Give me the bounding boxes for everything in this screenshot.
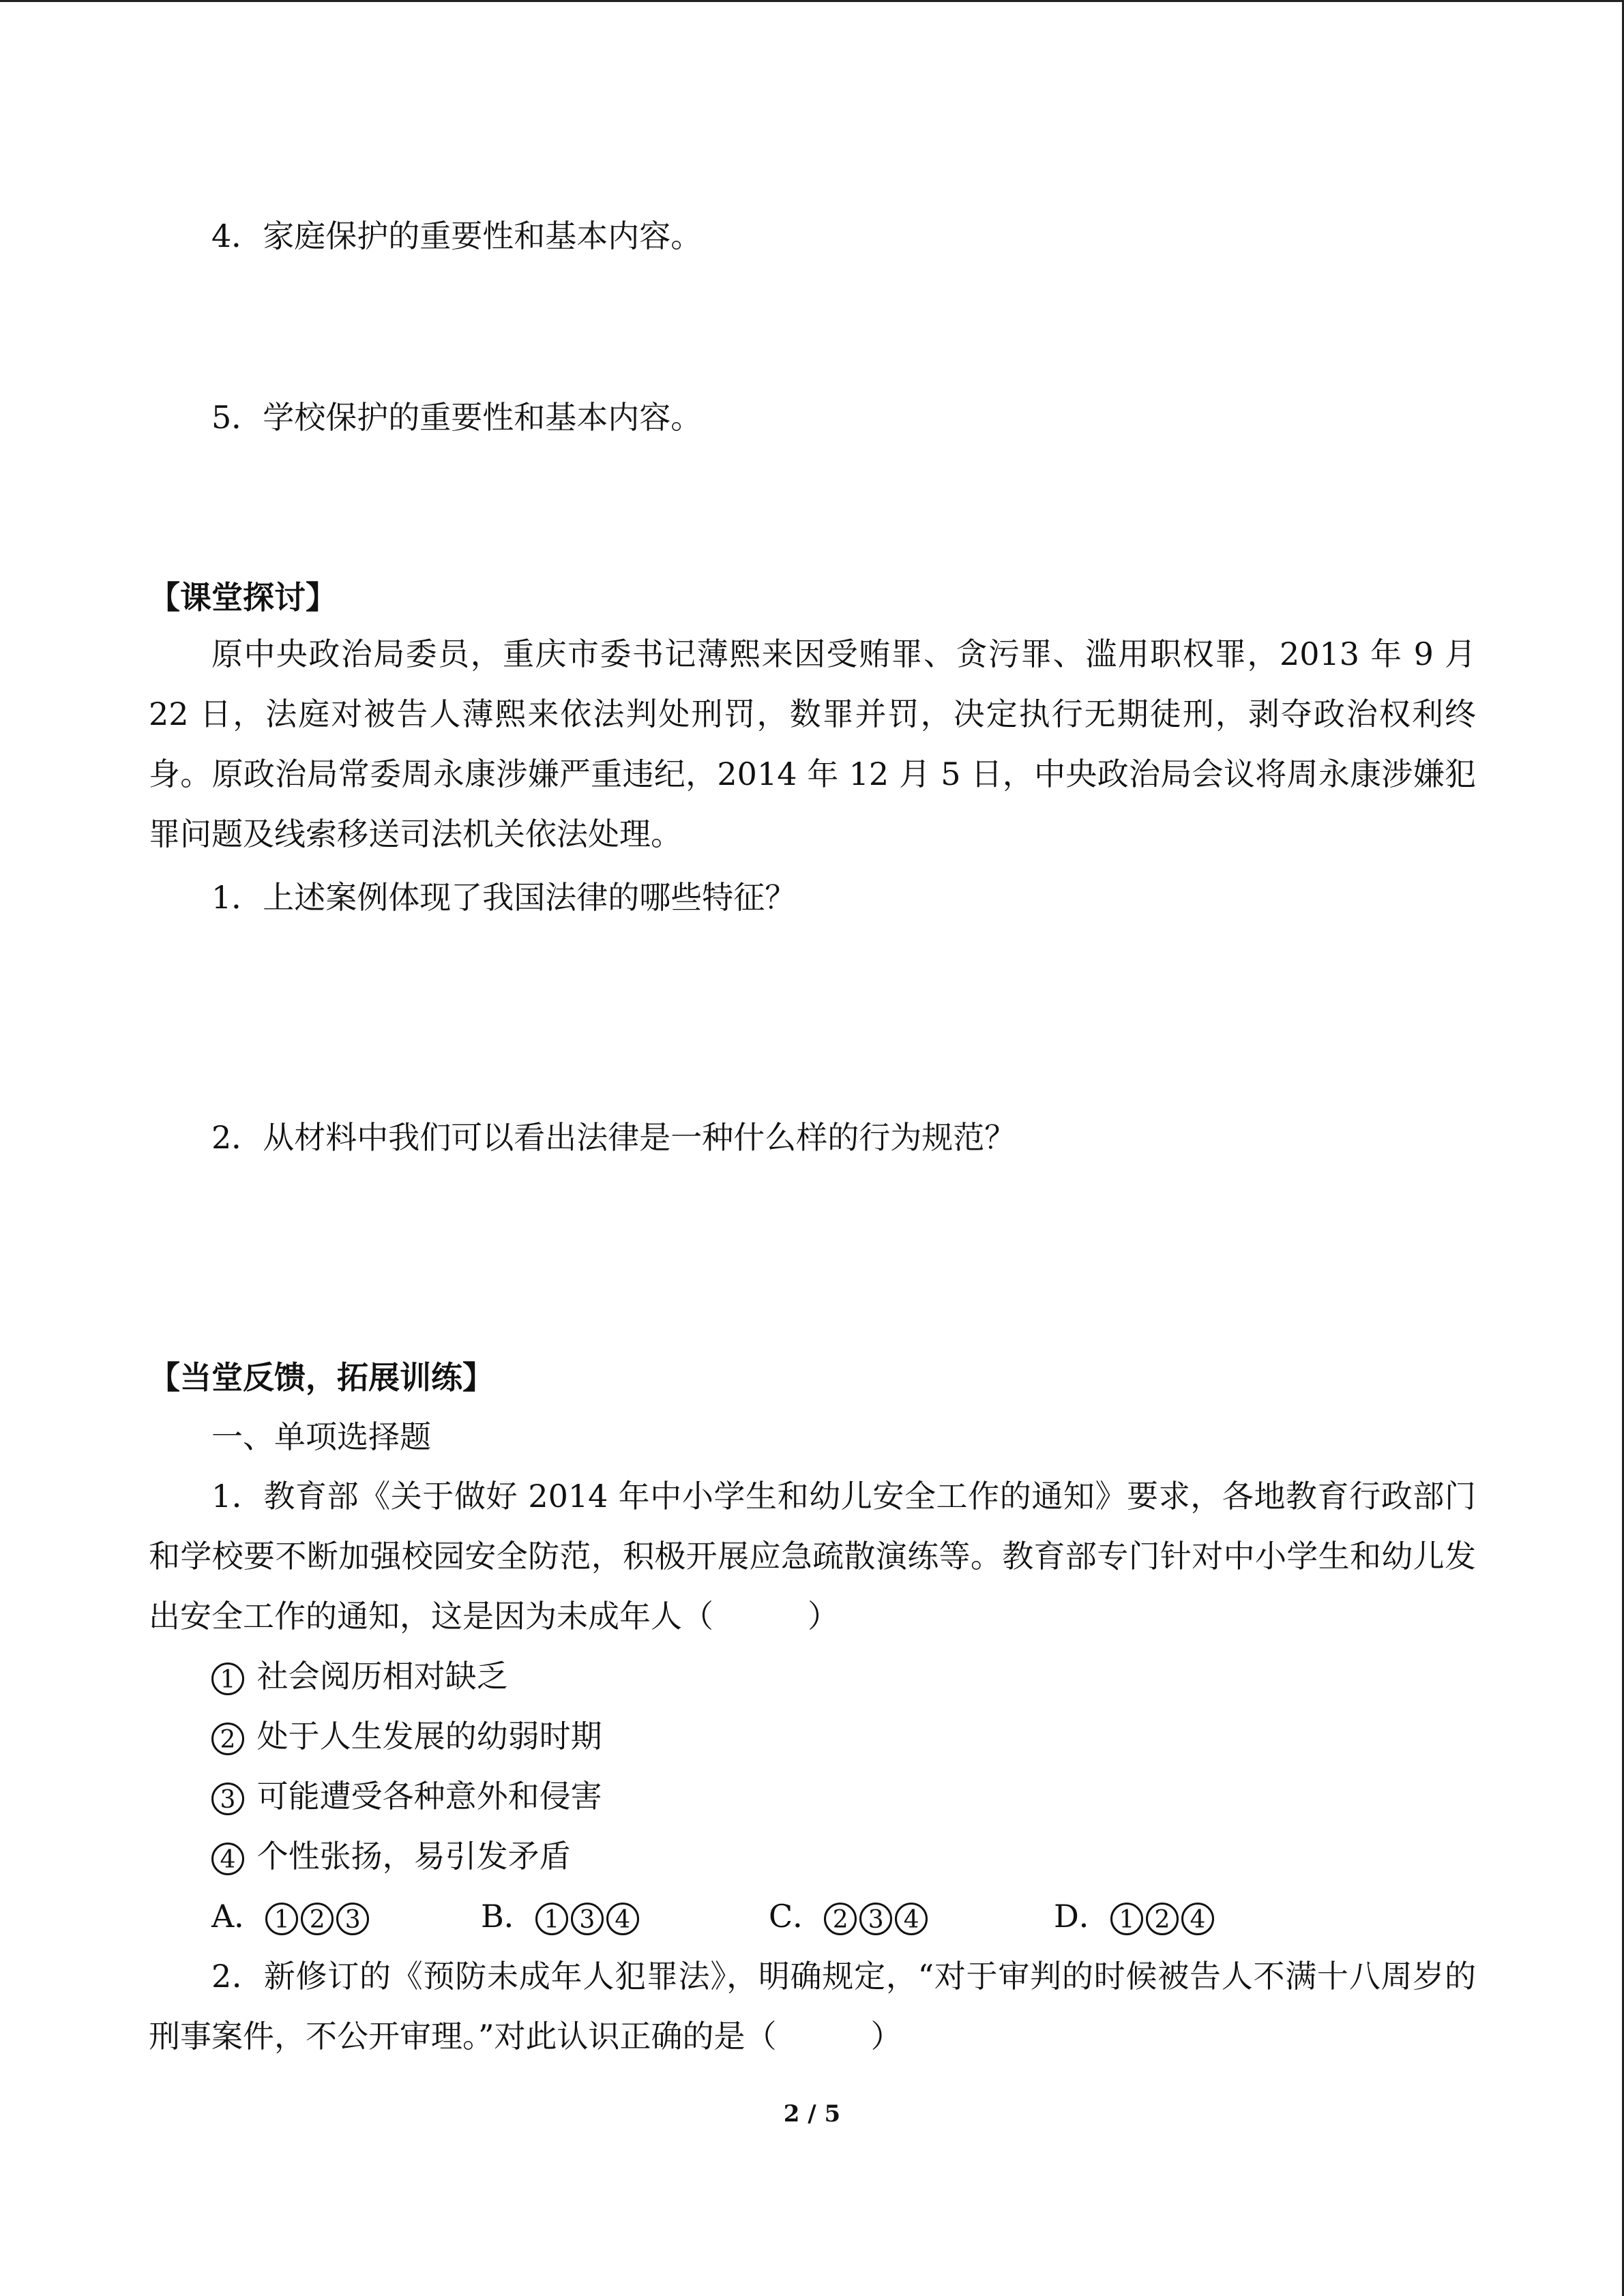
option-d bbox=[1054, 1897, 1217, 1935]
discussion-question-2: 2．从材料中我们可以看出法律是一种什么样的行为规范？ bbox=[211, 1119, 1016, 1156]
statement-3 bbox=[211, 1777, 602, 1815]
circled-number: 4 bbox=[211, 1843, 244, 1875]
statement-2 bbox=[211, 1717, 602, 1755]
option-c bbox=[769, 1897, 930, 1935]
circled-number: 3 bbox=[211, 1783, 244, 1815]
option-letter: B． bbox=[481, 1898, 535, 1935]
circled-number: 4 bbox=[1181, 1903, 1214, 1935]
option-letter: C． bbox=[769, 1898, 825, 1935]
page-number: 2 / 5 bbox=[783, 2100, 841, 2128]
option-letter: A． bbox=[211, 1898, 266, 1935]
feedback-heading: 【当堂反馈，拓展训练】 bbox=[149, 1359, 494, 1396]
circled-number: 1 bbox=[211, 1663, 244, 1695]
option-a bbox=[211, 1897, 372, 1935]
question-2-stem: 2．新修订的《预防未成年人犯罪法》，明确规定，“对于审判的时候被告人不满十八周岁的刑事案件，不公开审理。”对此认识正确的是（ ） bbox=[149, 1958, 1476, 2055]
statement-text: 处于人生发展的幼弱时期 bbox=[256, 1718, 602, 1755]
circled-number: 3 bbox=[571, 1903, 604, 1935]
circled-number: 1 bbox=[535, 1903, 568, 1935]
circled-number: 4 bbox=[895, 1903, 928, 1935]
page-border-top bbox=[0, 0, 1624, 2]
statement-text: 个性张扬，易引发矛盾 bbox=[256, 1838, 571, 1875]
circled-number: 4 bbox=[606, 1903, 639, 1935]
circled-number: 1 bbox=[265, 1903, 298, 1935]
circled-number: 1 bbox=[1110, 1903, 1143, 1935]
statement-1 bbox=[211, 1657, 508, 1695]
option-letter: D． bbox=[1054, 1898, 1110, 1935]
section-title: 一、单项选择题 bbox=[211, 1418, 431, 1455]
circled-number: 2 bbox=[824, 1903, 857, 1935]
question-1-stem: 1．教育部《关于做好 2014 年中小学生和幼儿安全工作的通知》要求，各地教育行政部门和学校要不断加强校园安全防范，积极开展应急疏散演练等。教育部专门针对中小学生和幼儿发出安全工作的通知，这是因为未成年人（ ） bbox=[149, 1478, 1476, 1635]
circled-number: 2 bbox=[1146, 1903, 1179, 1935]
item-5: 5．学校保护的重要性和基本内容。 bbox=[211, 399, 703, 436]
statement-4 bbox=[211, 1837, 571, 1875]
item-4: 4．家庭保护的重要性和基本内容。 bbox=[211, 218, 703, 254]
option-b bbox=[481, 1897, 642, 1935]
statement-text: 可能遭受各种意外和侵害 bbox=[256, 1778, 602, 1815]
circled-number: 2 bbox=[301, 1903, 334, 1935]
discussion-question-1: 1．上述案例体现了我国法律的哪些特征？ bbox=[211, 879, 797, 916]
circled-number: 2 bbox=[211, 1723, 244, 1755]
answer-options bbox=[211, 1897, 1439, 1935]
circled-number: 3 bbox=[336, 1903, 369, 1935]
discussion-paragraph: 原中央政治局委员，重庆市委书记薄熙来因受贿罪、贪污罪、滥用职权罪，2013 年 9 月 22 日，法庭对被告人薄熙来依法判处刑罚，数罪并罚，决定执行无期徒刑，剥夺政治权利终身。原政治局常委周永康涉嫌严重违纪，2014 年 12 月 5 日，中央政治局会议将周永康涉嫌犯罪问题及线索移送司法机关依法处理。 bbox=[149, 636, 1476, 852]
discussion-heading: 【课堂探讨】 bbox=[149, 579, 337, 616]
statement-text: 社会阅历相对缺乏 bbox=[256, 1658, 508, 1695]
circled-number: 3 bbox=[859, 1903, 892, 1935]
